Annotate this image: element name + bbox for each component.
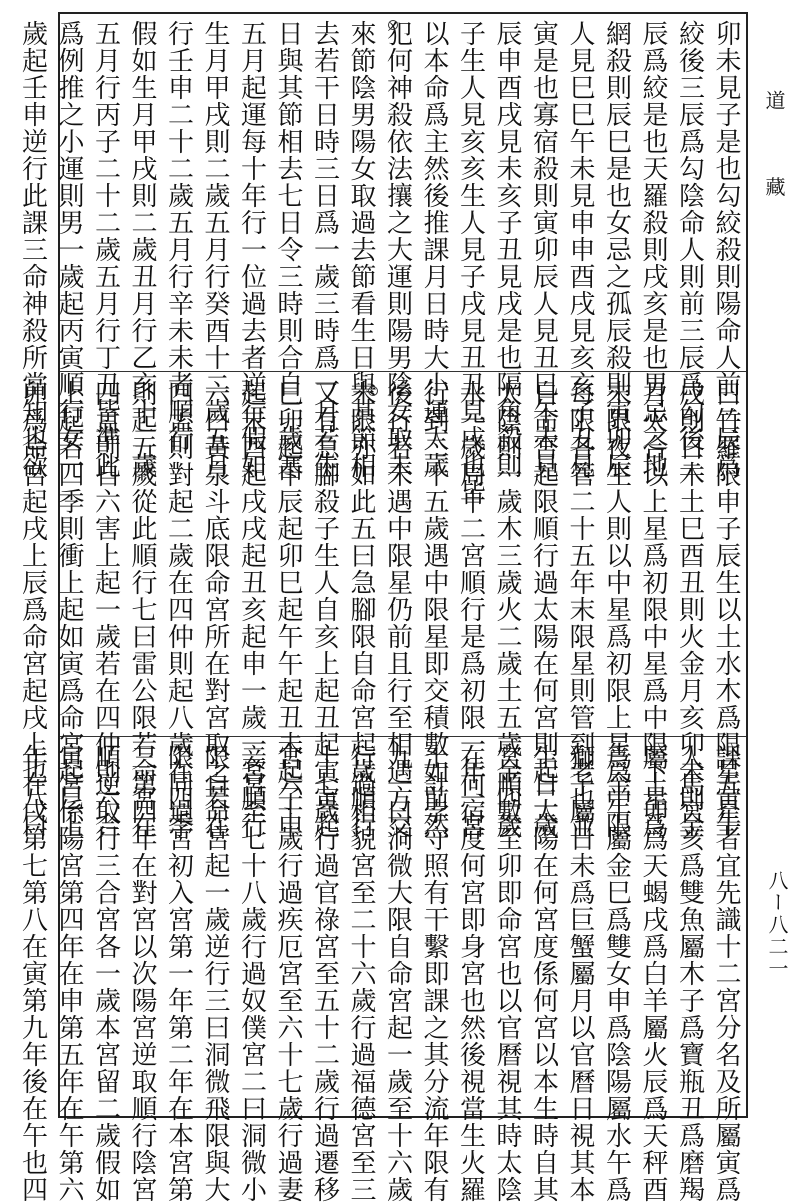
text-line: 辰爲絞是也天羅殺則戌亥是也男忌之地 — [638, 20, 668, 479]
text-line: 末限夜生人則以中星爲初限上星爲中限 — [601, 380, 632, 839]
text-line: 上起若四季則衝上起如寅爲命宮起巳上 — [54, 380, 84, 839]
text-line: 生月甲戌則二歲五月行癸酉十二歲五月 — [200, 20, 230, 479]
text-line: 戌則日木土巳酉丑則火金月亥卯未則金 — [674, 380, 705, 839]
text-line: 十七歲行過官祿宮至五十二歲行過遷移 — [309, 744, 340, 1203]
text-line: 土計孛守照有干繫即課之其分流年限有 — [419, 744, 449, 1203]
text-line: 假如生月甲戌則二歲丑月行乙亥十二歲 — [127, 20, 157, 479]
text-line: 卯爲命宮起戌上辰爲命宮起戌上也八曰 — [17, 380, 48, 839]
page-number: 八ー八二一 — [765, 870, 789, 980]
text-line: 網殺則辰巳是也女忌之孤辰殺則寅卯辰 — [601, 20, 632, 479]
text-line: 五月行丙子二十二歲五月行丁丑皆準此 — [90, 20, 121, 479]
text-line: 水一歲周十二宮順行是爲初限一年一宮 — [455, 380, 486, 839]
text-line: 爲例推之小運則男一歲起丙寅順行女一 — [54, 20, 84, 479]
text-block-top — [17, 20, 744, 506]
text-line: 以本命爲主然後推課月日時大小運太歲 — [419, 20, 449, 479]
margin-title: 道 藏 — [762, 90, 786, 227]
text-line: 行壬申二十二歲五月行辛未未者順行 — [163, 20, 194, 452]
text-block-bottom — [17, 744, 744, 1203]
text-line: 行到二十五歲遇中限星即交積數如前然 — [419, 380, 449, 839]
text-line: 四孟則對起二歲在四仲則起八歲在四季 — [163, 380, 194, 839]
text-line: 則起五歲從此順行七曰雷公限若命宮在 — [127, 380, 157, 839]
text-line: 人見巳巳午未見申申酉戌見亥亥子丑見 — [565, 20, 595, 479]
text-line: 曰竹羅限申子辰生以土水木爲限星寅午 — [711, 380, 741, 839]
text-line: 宮順數至卯即命宮也以官曆視其時太陰 — [492, 744, 522, 1203]
text-line: 寅是也寡宿殺則寅卯辰人見丑巳午未見 — [528, 20, 559, 479]
text-line: 人馬宮亥爲雙魚屬木子爲寶瓶丑爲磨羯 — [674, 744, 705, 1203]
text-line: 獅子屬日未爲巨蟹屬月以官曆日視其本 — [565, 744, 595, 1203]
page-frame — [17, 12, 748, 1203]
text-line: 月火合以上星爲初限中星爲中限下星爲 — [638, 380, 668, 839]
text-line: 行過相貌宮至二十六歲行過福德宮至三 — [346, 744, 376, 1203]
text-line: 三第四年在對宮以次陽宮逆取順行陰宮 — [127, 744, 157, 1203]
text-line: 四孟則自六害上起一歲若在四仲則六合 — [90, 380, 121, 839]
text-line: 子生人見亥亥生人見子戌見丑丑見戌也皆 — [455, 20, 486, 506]
text-block-middle — [17, 380, 744, 839]
text-line: 末限亦如此五曰急腳限自命宮起歲順行 — [346, 380, 376, 839]
text-line: 順逆取行三合宮各一歲本宮留二歲假如 — [90, 744, 121, 1203]
text-line: 在何宿度何宮即身宮也然後視當生火羅 — [455, 744, 486, 1203]
text-line: 宮六十歲行過疾厄宮至六十七歲行過妻 — [273, 744, 303, 1203]
text-line: 來節陰男陽女取過去節看生日與其節相 — [346, 20, 376, 479]
text-line: 寅宮係陽宮第四年在申第五年在午第六 — [54, 744, 84, 1203]
text-line: 課五星者宜先識十二宮分名及所屬寅爲 — [711, 744, 741, 1203]
text-line: 巳卯起申辰起卯巳起午午起丑未起子申 — [273, 380, 303, 839]
text-line: 去若干日時三日爲一歲三時爲一月若生 — [309, 20, 340, 479]
text-line: 限自命宮起一歲逆行三曰洞微飛限與大 — [200, 744, 230, 1203]
text-line: 五月起運每十年行一位過去者逆行假如 — [236, 20, 267, 479]
circle-mark — [388, 20, 398, 30]
text-line: 辰申酉戌見未亥子丑見戌是也隔角殺則 — [492, 20, 522, 479]
text-line: 日與其節相去七日令三時則合自二歲寒 — [273, 20, 303, 479]
text-line: 妾宮至七十八歲行過奴僕宮二曰洞微小 — [236, 744, 267, 1203]
text-line: 六曰黃泉斗底限命宮所在對宮取之若在 — [200, 380, 230, 839]
text-line: 限同過宮初入宮第一年第二年在本宮第 — [163, 744, 194, 1203]
text-line: 歲起壬申逆行此課三命神殺所當知也欲 — [17, 20, 48, 479]
text-line: 犯何神殺依法攘之大運則陽男陰女取未 — [382, 20, 413, 479]
circle-mark — [368, 386, 378, 396]
text-line: 每限各管二十五年末限星則管到老也並 — [565, 380, 595, 839]
text-line: 絞後三辰爲勾陰命人則前三辰爲勾後三 — [674, 20, 705, 479]
text-line: 爲金牛屬金巳爲雙女申爲陰陽屬水午爲 — [601, 744, 632, 1203]
text-line: 九一曰洞微大限自命宮起一歲至十六歲 — [382, 744, 413, 1203]
text-line: 年在戌第七第八在寅第九年後在午也四 — [17, 744, 48, 1203]
text-line: 生日太陽在何宮度係何宮以本生時自其 — [528, 744, 559, 1203]
text-line: 起未酉起戌戌起丑亥起申一歲一宮順行 — [236, 380, 267, 839]
text-line: 又有急腳殺子生人自亥上起丑起寅寅起 — [309, 380, 340, 839]
text-line: 屬土卯爲天蝎戌爲白羊屬火辰爲天秤酉 — [638, 744, 668, 1203]
text-line: 太陰則一歲木三歲火二歲土五歲金四歲 — [492, 380, 522, 839]
text-line: 自命宮起限順行過太陽在何宮則起二歲 — [528, 380, 559, 839]
text-line: 卯未見子是也勾絞殺則陽命人前三辰爲 — [711, 20, 741, 479]
text-line: 後行若未遇中限星仍前且行至相遇方交 — [382, 380, 413, 839]
